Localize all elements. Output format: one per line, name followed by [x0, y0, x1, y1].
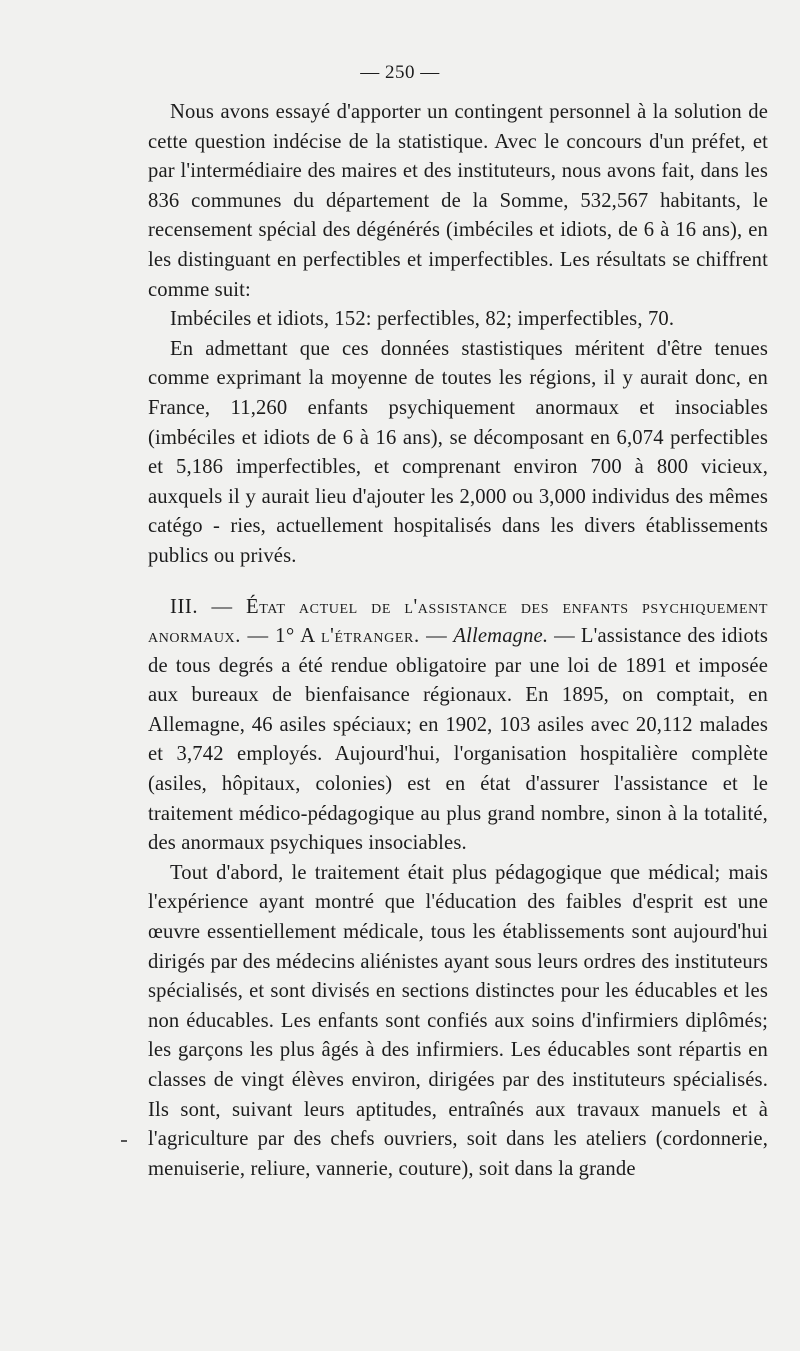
paragraph-results: Imbéciles et idiots, 152: perfectibles, 82; imperfectibles, 70. — [170, 308, 675, 331]
paragraph-estimate: En admettant que ces données stastistiques méritent d'être tenues comme exprimant la moyenne de toutes les régions, il y aurait donc, en France, 11,260 enfants psychiquement anormaux et insociables (imbéciles et idiots de 6 à 16 ans), se décomposant en 6,074 perfectibles et 5,186 imperfectibles, et comprenant environ 700 à 800 vicieux, auxquels il y aurait lieu d'ajouter les 2,000 ou 3,000 individus des mêmes catégo - ries, actuellement hospitalisés dans les divers établissements publics ou privés. — [148, 337, 768, 567]
section-heading-paragraph — [148, 593, 768, 859]
section-country: Allemagne. — [453, 625, 549, 648]
section-heading: III. — État actuel de l'assistance des enfants psychiquement anormaux. — 1° A l'étranger. — — [148, 595, 768, 648]
paragraph-treatment: Tout d'abord, le traitement était plus pédagogique que médical; mais l'expérience ayant montré que l'éducation des faibles d'esprit est une œuvre essentiellement médicale, tous les établissements sont aujourd'hui dirigés par des médecins aliénistes ayant sous leurs ordres des instituteurs spécialisés, et sont divisés en sections distinctes pour les éducables et les non éducables. Les enfants sont confiés aux soins d'infirmiers diplômés; les garçons les plus âgés à des infirmiers. Les éducables sont répartis en classes de vingt élèves environ, dirigées par des instituteurs spécialisés. Ils sont, suivant leurs aptitudes, entraînés aux travaux manuels et à l'agriculture par des chefs ouvriers, soit dans les ateliers (cordonnerie, menuiserie, reliure, vannerie, couture), soit dans la grande — [148, 861, 768, 1180]
page-number: — 250 — — [360, 62, 440, 83]
paragraph-census: Nous avons essayé d'apporter un contingent personnel à la solution de cette question indécise de la statistique. Avec le concours d'un préfet, et par l'intermédiaire des maires et des instituteurs, nous avons fait, dans les 836 communes du département de la Somme, 532,567 habitants, le recensement spécial des dégénérés (imbéciles et idiots, de 6 à 16 ans), en les distinguant en perfectibles et imperfectibles. Les résultats se chiffrent comme suit: — [148, 101, 768, 301]
section-text: — L'assistance des idiots de tous degrés a été rendue obligatoire par une loi de 1891 et imposée aux bureaux de bienfaisance régionaux. En 1895, on comptait, en Allemagne, 46 asiles spéciaux; en 1902, 103 asiles avec 20,112 malades et 3,742 employés. Aujourd'hui, l'organisation hospitalière complète (asiles, hôpitaux, colonies) est en état d'assurer l'assistance et le traitement médico-pédagogique au plus grand nombre, sinon à la totalité, des anormaux psychiques insociables. — [148, 625, 768, 855]
body-text — [148, 98, 768, 1184]
margin-mark — [121, 1140, 127, 1142]
